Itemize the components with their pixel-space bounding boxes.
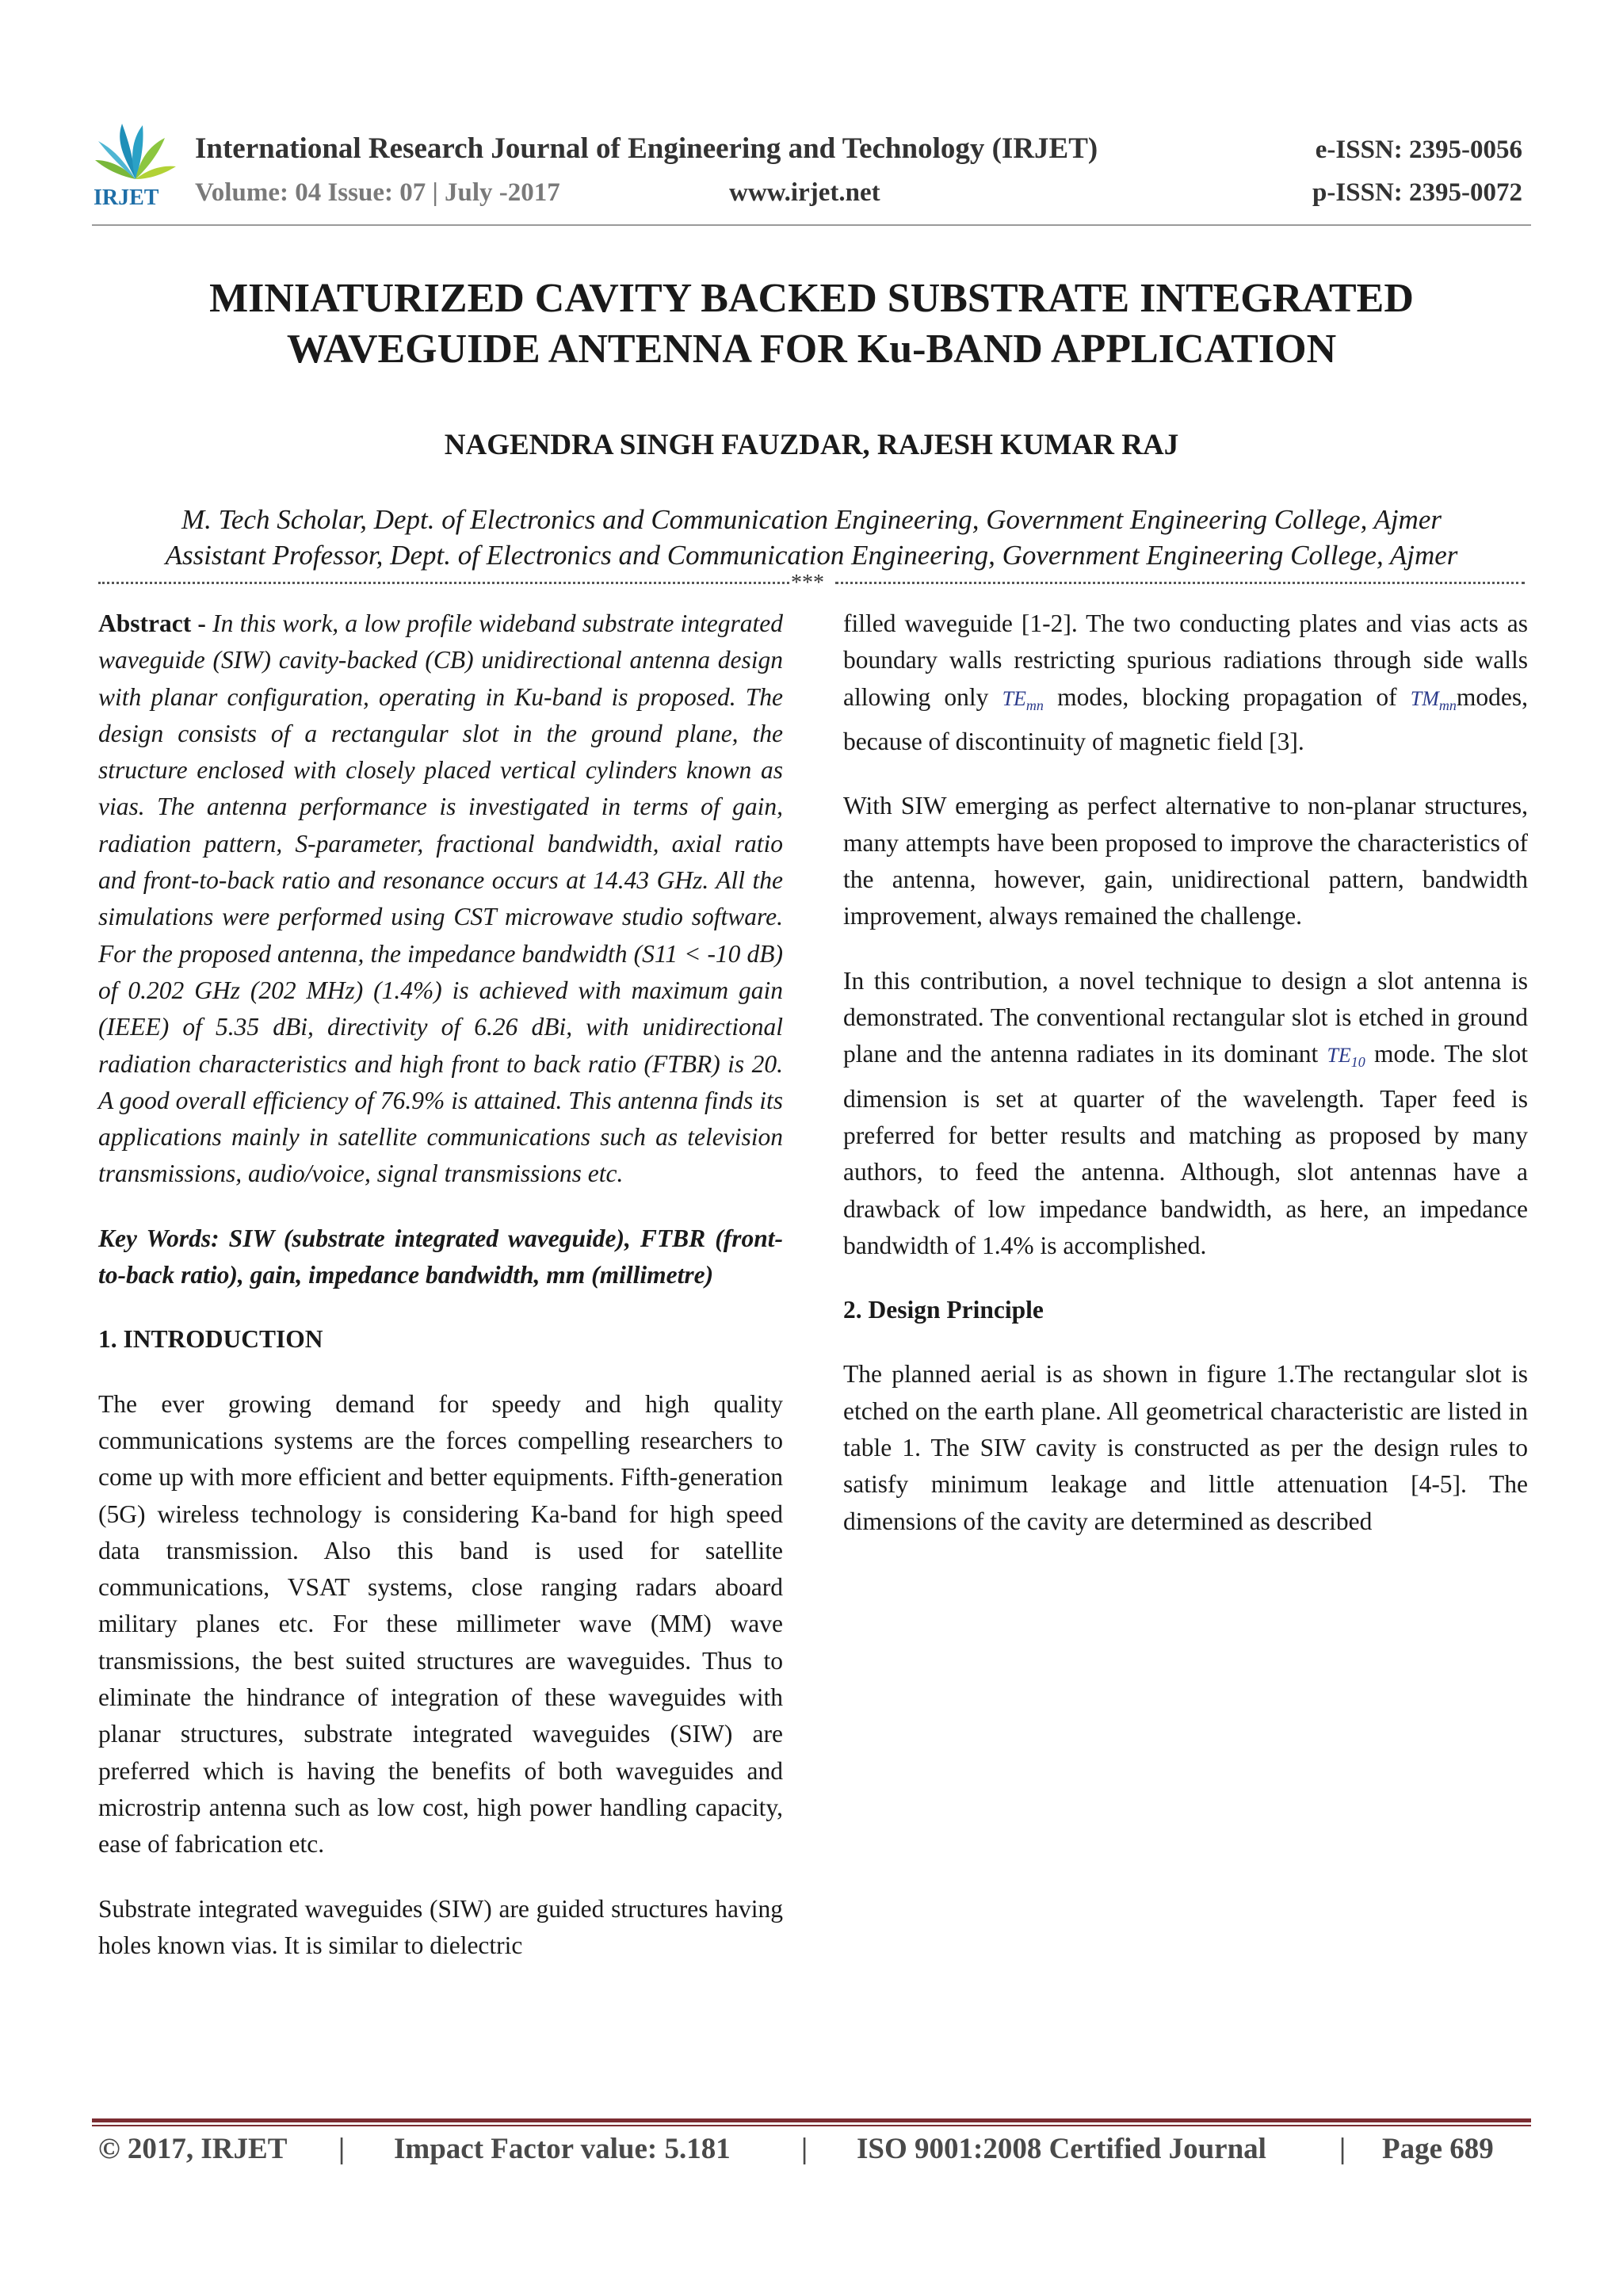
right-column (843, 606, 1528, 1540)
journal-name: International Research Journal of Engineering and Technology (IRJET) (195, 132, 1098, 165)
affiliation-2: Assistant Professor, Dept. of Electronics and Communication Engineering, Government Engineering College, Ajmer (165, 540, 1458, 571)
p-issn: p-ISSN: 2395-0072 (1312, 178, 1522, 207)
keywords-label: Key Words (98, 1224, 212, 1252)
footer-page-number: Page 689 (1382, 2133, 1494, 2165)
separator-dash-right (835, 582, 1525, 584)
p1-text-3: modes, because of discontinuity of magnetic field [3]. (843, 682, 1529, 756)
footer-copyright: © 2017, IRJET (98, 2133, 288, 2165)
right-paragraph-1 (843, 606, 1528, 760)
footer-sep-1: | (338, 2133, 346, 2165)
abstract-label: Abstract - (98, 609, 206, 637)
right-paragraph-2: With SIW emerging as perfect alternative to non-planar structures, many attempts have been proposed to improve the characteristics of the antenna, however, gain, unidirectional pattern, bandwidth improvement, always remained the challenge. (843, 792, 1528, 930)
separator-dash-left (98, 582, 789, 584)
paper-authors: NAGENDRA SINGH FAUZDAR, RAJESH KUMAR RAJ (444, 429, 1179, 461)
math-tm-mn (1410, 686, 1457, 713)
math-tm-mn-sub: mn (1438, 697, 1457, 713)
footer-impact-factor: Impact Factor value: 5.181 (394, 2133, 731, 2165)
p1-text-1: filled waveguide [1-2]. The two conducting plates and vias acts as boundary walls restricting spurious radiations through side walls allowing only (843, 609, 1528, 711)
keywords (98, 1221, 783, 1294)
footer-divider-thin (92, 2125, 1531, 2126)
math-te-10-sub: 10 (1350, 1054, 1365, 1071)
title-line-1: MINIATURIZED CAVITY BACKED SUBSTRATE INTEGRATED (209, 276, 1414, 321)
math-te-10 (1327, 1044, 1365, 1071)
footer-divider-thick (92, 2118, 1531, 2122)
footer-iso: ISO 9001:2008 Certified Journal (857, 2133, 1266, 2165)
abstract-text: In this work, a low profile wideband substrate integrated waveguide (SIW) cavity-backed (CB) unidirectional antenna design with planar configuration, operating in Ku-band is proposed. The design consists of a rectangular slot in the ground plane, the structure enclosed with closely placed vertical cylinders known as vias. The antenna performance is investigated in terms of gain, radiation pattern, S-parameter, fractional bandwidth, axial ratio and front-to-back ratio and resonance occurs at 14.43 GHz. All the simulations were performed using CST microwave studio software. For the proposed antenna, the impedance bandwidth (S11 < -10 dB) of 0.202 GHz (202 MHz) (1.4%) is achieved with maximum gain (IEEE) of 5.35 dBi, directivity of 6.26 dBi, with unidirectional radiation characteristics and high front to back ratio (FTBR) is 20. A good overall efficiency of 76.9% is attained. This antenna finds its applications mainly in satellite communications such as television transmissions, audio/voice, signal transmissions etc. (98, 609, 783, 1188)
separator-stars: *** (791, 571, 824, 595)
paper-title (92, 273, 1531, 375)
affiliation-1: M. Tech Scholar, Dept. of Electronics and Communication Engineering, Government Engineering College, Ajmer (181, 504, 1442, 535)
left-column (98, 606, 783, 1964)
intro-paragraph-2: Substrate integrated waveguides (SIW) are guided structures having holes known vias. It is similar to dielectric (98, 1894, 783, 1959)
section-separator (98, 571, 1525, 594)
right-paragraph-4: The planned aerial is as shown in figure 1.The rectangular slot is etched on the earth plane. All geometrical characteristic are listed in table 1. The SIW cavity is constructed as per the design rules to satisfy minimum leakage and little attenuation [4-5]. The dimensions of the cavity are determined as described (843, 1360, 1528, 1535)
keywords-text: : SIW (substrate integrated waveguide), FTBR (front-to-back ratio), gain, impedance bandwidth, mm (millimetre) (98, 1224, 783, 1289)
e-issn: e-ISSN: 2395-0056 (1315, 136, 1522, 164)
issue-info: Volume: 04 Issue: 07 | July -2017 (195, 178, 560, 207)
right-paragraph-3 (843, 963, 1528, 1265)
logo-text: IRJET (94, 185, 159, 210)
title-line-2: WAVEGUIDE ANTENNA FOR Ku-BAND APPLICATION (286, 327, 1337, 372)
intro-paragraph-1: The ever growing demand for speedy and high quality communications systems are the forces compelling researchers to come up with more efficient and better equipments. Fifth-generation (5G) wireless technology is considering Ka-band for high speed data transmission. Also this band is used for satellite communications, VSAT systems, close ranging radars aboard military planes etc. For these millimeter wave (MM) wave transmissions, the best suited structures are waveguides. Thus to eliminate the hindrance of integration of these waveguides with planar structures, substrate integrated waveguides (SIW) are preferred which is having the benefits of both waveguides and microstrip antenna such as low cost, high power handling capacity, ease of fabrication etc. (98, 1389, 783, 1859)
journal-logo (92, 117, 179, 209)
intro-heading: 1. INTRODUCTION (98, 1325, 323, 1354)
math-te-mn (1002, 686, 1044, 713)
p3-text-2: mode. The slot dimension is set at quarter of the wavelength. Taper feed is preferred for better results and matching as proposed by many authors, to feed the antenna. Although, slot antennas have a drawback of low impedance bandwidth, as here, an impedance bandwidth of 1.4% is accomplished. (843, 1040, 1528, 1259)
footer-sep-2: | (801, 2133, 808, 2165)
p3-text-1: In this contribution, a novel technique to design a slot antenna is demonstrated. The conventional rectangular slot is etched in ground plane and the antenna radiates in its dominant (843, 966, 1528, 1068)
math-te-10-base: TE (1327, 1044, 1351, 1068)
p1-text-2: modes, blocking propagation of (1057, 682, 1397, 711)
math-tm-mn-base: TM (1410, 686, 1439, 710)
abstract (98, 606, 783, 1193)
design-heading: 2. Design Principle (843, 1296, 1044, 1324)
footer-sep-3: | (1339, 2133, 1346, 2165)
math-te-mn-base: TE (1002, 686, 1026, 710)
journal-website[interactable]: www.irjet.net (729, 178, 880, 207)
math-te-mn-sub: mn (1025, 697, 1044, 713)
header-divider (92, 224, 1531, 226)
